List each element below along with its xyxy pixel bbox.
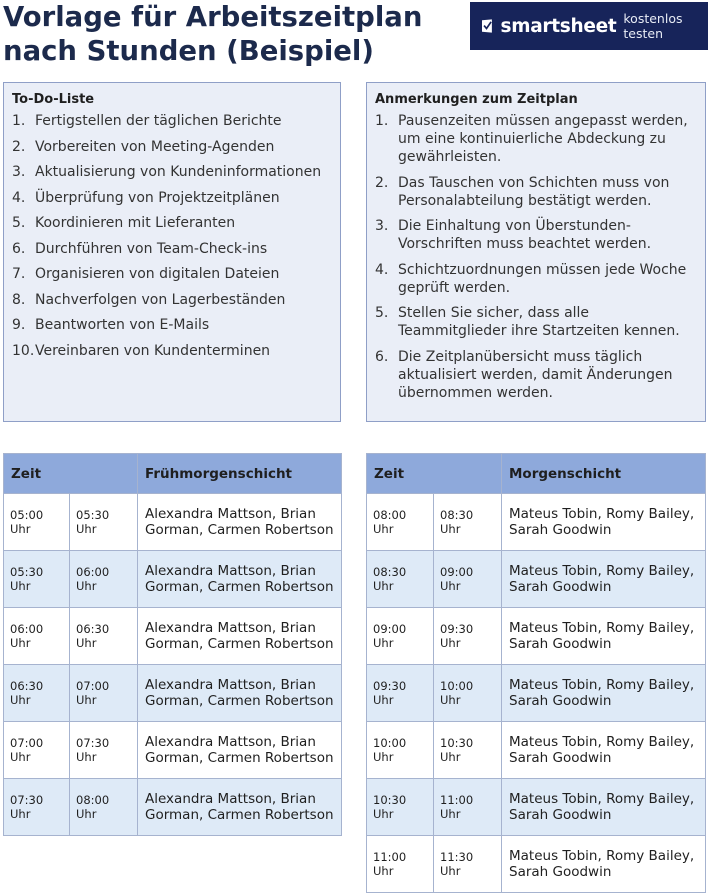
- start-time-cell: 09:00 Uhr: [367, 608, 434, 665]
- list-item: [12, 214, 332, 240]
- end-time-cell: 07:30 Uhr: [70, 722, 138, 779]
- start-time-cell: 11:00 Uhr: [367, 836, 434, 893]
- table-row: [367, 665, 706, 722]
- start-time-cell: 05:00 Uhr: [4, 494, 70, 551]
- list-item: [375, 348, 697, 402]
- end-time-cell: 08:00 Uhr: [70, 779, 138, 836]
- list-item-text: Organisieren von digitalen Dateien: [35, 266, 280, 282]
- staff-names-cell: Alexandra Mattson, Brian Gorman, Carmen Robertson: [138, 494, 342, 551]
- table-row: [367, 608, 706, 665]
- staff-names-cell: Mateus Tobin, Romy Bailey, Sarah Goodwin: [502, 836, 706, 893]
- end-time-cell: 10:30 Uhr: [434, 722, 502, 779]
- time-column-header: Zeit: [367, 454, 502, 494]
- table-header-row: [367, 454, 706, 494]
- list-item-text: Überprüfung von Projektzeitplänen: [35, 189, 280, 206]
- end-time-cell: 10:00 Uhr: [434, 665, 502, 722]
- list-item-number: 9.: [12, 317, 26, 333]
- list-item-text: Das Tauschen von Schichten muss von Personalabteilung bestätigt werden.: [398, 174, 670, 209]
- list-item-text: Durchführen von Team-Check-ins: [35, 240, 268, 257]
- staff-names-cell: Mateus Tobin, Romy Bailey, Sarah Goodwin: [502, 665, 706, 722]
- table-row: [4, 494, 342, 551]
- list-item-number: 5.: [12, 215, 26, 231]
- list-item: [12, 265, 332, 291]
- table-header-row: [4, 454, 342, 494]
- list-item: [12, 316, 332, 342]
- list-item-text: Die Zeitplanübersicht muss täglich aktualisiert werden, damit Änderungen übernommen werden.: [398, 348, 673, 401]
- list-item: [12, 163, 332, 189]
- staff-names-cell: Mateus Tobin, Romy Bailey, Sarah Goodwin: [502, 722, 706, 779]
- list-item-number: 6.: [12, 240, 26, 257]
- end-time-cell: 06:00 Uhr: [70, 551, 138, 608]
- start-time-cell: 07:30 Uhr: [4, 779, 70, 836]
- table-row: [367, 494, 706, 551]
- staff-names-cell: Mateus Tobin, Romy Bailey, Sarah Goodwin: [502, 779, 706, 836]
- notes-heading: Anmerkungen zum Zeitplan: [375, 92, 578, 107]
- end-time-cell: 07:00 Uhr: [70, 665, 138, 722]
- list-item-text: Pausenzeiten müssen angepasst werden, um eine kontinuierliche Abdeckung zu gewährleisten.: [398, 113, 688, 165]
- list-item-number: 3.: [12, 164, 26, 180]
- list-item: [375, 174, 697, 210]
- list-item: [375, 304, 697, 340]
- list-item-text: Vereinbaren von Kundenterminen: [35, 342, 271, 359]
- staff-names-cell: Mateus Tobin, Romy Bailey, Sarah Goodwin: [502, 494, 706, 551]
- list-item-number: 8.: [12, 291, 26, 308]
- staff-names-cell: Alexandra Mattson, Brian Gorman, Carmen Robertson: [138, 608, 342, 665]
- table-row: [4, 779, 342, 836]
- start-time-cell: 07:00 Uhr: [4, 722, 70, 779]
- list-item-text: Nachverfolgen von Lagerbeständen: [35, 291, 286, 308]
- list-item-number: 7.: [12, 266, 26, 282]
- shift-column-header: Frühmorgenschicht: [138, 454, 342, 494]
- free-trial-link[interactable]: kostenlos testen: [623, 11, 683, 41]
- staff-names-cell: Alexandra Mattson, Brian Gorman, Carmen Robertson: [138, 665, 342, 722]
- start-time-cell: 10:00 Uhr: [367, 722, 434, 779]
- smartsheet-banner[interactable]: [470, 2, 708, 50]
- list-item-number: 2.: [375, 174, 389, 191]
- list-item-number: 4.: [12, 189, 26, 206]
- list-item-text: Vorbereiten von Meeting-Agenden: [35, 138, 275, 155]
- end-time-cell: 08:30 Uhr: [434, 494, 502, 551]
- start-time-cell: 06:00 Uhr: [4, 608, 70, 665]
- staff-names-cell: Alexandra Mattson, Brian Gorman, Carmen Robertson: [138, 551, 342, 608]
- list-item: [12, 189, 332, 215]
- table-row: [4, 608, 342, 665]
- table-row: [367, 722, 706, 779]
- page-title: [3, 0, 463, 68]
- list-item-text: Stellen Sie sicher, dass alle Teammitglieder ihre Startzeiten kennen.: [398, 305, 680, 339]
- list-item-text: Die Einhaltung von Überstunden-Vorschriften muss beachtet werden.: [398, 218, 652, 252]
- todo-heading: To-Do-Liste: [12, 92, 95, 107]
- todo-panel: [3, 82, 341, 422]
- staff-names-cell: Mateus Tobin, Romy Bailey, Sarah Goodwin: [502, 551, 706, 608]
- list-item-text: Aktualisierung von Kundeninformationen: [35, 164, 322, 180]
- list-item-text: Koordinieren mit Lieferanten: [35, 215, 236, 231]
- start-time-cell: 08:30 Uhr: [367, 551, 434, 608]
- morning-shift-table: [366, 453, 706, 893]
- list-item-number: 2.: [12, 138, 26, 155]
- list-item: [12, 240, 332, 266]
- start-time-cell: 08:00 Uhr: [367, 494, 434, 551]
- list-item-text: Beantworten von E-Mails: [35, 317, 210, 333]
- brand-name: smartsheet: [500, 15, 617, 37]
- staff-names-cell: Alexandra Mattson, Brian Gorman, Carmen Robertson: [138, 722, 342, 779]
- start-time-cell: 06:30 Uhr: [4, 665, 70, 722]
- end-time-cell: 09:30 Uhr: [434, 608, 502, 665]
- end-time-cell: 09:00 Uhr: [434, 551, 502, 608]
- list-item: [12, 138, 332, 164]
- list-item: [12, 112, 332, 138]
- list-item-number: 4.: [375, 261, 389, 278]
- end-time-cell: 11:00 Uhr: [434, 779, 502, 836]
- list-item: [375, 261, 697, 297]
- notes-list: [375, 112, 697, 402]
- list-item: [12, 342, 332, 368]
- list-item-number: 5.: [375, 305, 389, 321]
- start-time-cell: 09:30 Uhr: [367, 665, 434, 722]
- table-row: [4, 551, 342, 608]
- table-row: [367, 551, 706, 608]
- list-item-number: 10.: [12, 342, 35, 359]
- shift-column-header: Morgenschicht: [502, 454, 706, 494]
- staff-names-cell: Alexandra Mattson, Brian Gorman, Carmen Robertson: [138, 779, 342, 836]
- list-item-text: Schichtzuordnungen müssen jede Woche geprüft werden.: [398, 261, 687, 296]
- end-time-cell: 06:30 Uhr: [70, 608, 138, 665]
- table-row: [367, 779, 706, 836]
- list-item: [375, 217, 697, 253]
- notes-panel: [366, 82, 706, 422]
- early-shift-table: [3, 453, 342, 836]
- list-item-text: Fertigstellen der täglichen Berichte: [35, 113, 282, 129]
- todo-list: [12, 112, 332, 367]
- list-item-number: 1.: [375, 113, 389, 129]
- list-item-number: 6.: [375, 348, 389, 365]
- list-item-number: 3.: [375, 218, 389, 234]
- smartsheet-check-icon: [482, 18, 494, 34]
- list-item: [375, 112, 697, 166]
- start-time-cell: 10:30 Uhr: [367, 779, 434, 836]
- table-row: [4, 722, 342, 779]
- list-item-number: 1.: [12, 113, 26, 129]
- list-item: [12, 291, 332, 317]
- end-time-cell: 05:30 Uhr: [70, 494, 138, 551]
- page-title-line-1: Vorlage für Arbeitszeitplan: [3, 1, 423, 33]
- table-row: [367, 836, 706, 893]
- staff-names-cell: Mateus Tobin, Romy Bailey, Sarah Goodwin: [502, 608, 706, 665]
- end-time-cell: 11:30 Uhr: [434, 836, 502, 893]
- time-column-header: Zeit: [4, 454, 138, 494]
- start-time-cell: 05:30 Uhr: [4, 551, 70, 608]
- page-title-line-2: nach Stunden (Beispiel): [3, 35, 374, 67]
- table-row: [4, 665, 342, 722]
